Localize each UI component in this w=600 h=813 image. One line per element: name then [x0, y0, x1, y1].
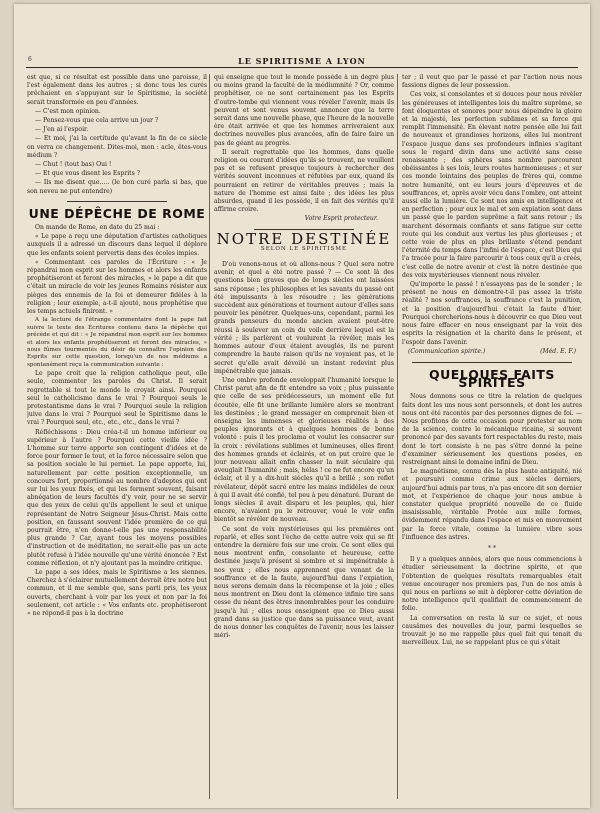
paragraph: A la lecture de l'étrange commentaire dont la pape fait suivre le texte des Écritures contenu dans la dépêche qui précède et qui dit : « Je répandrai mon esprit sur les hommes et alors les enfants prophétiseront et feront des miracles, » nous fûmes tourmentés du désir de connaître l'opinion des Esprits sur cette question, lorsqu'un de nos médiums a spontanément reçu la communication suivante :: [27, 317, 207, 368]
column-divider: [397, 74, 398, 799]
page-header: [14, 4, 590, 68]
column-2: [214, 74, 394, 799]
dialogue-line: — Pensez-vous que cela arrive un jour ?: [35, 117, 159, 125]
signature-medium: (Méd. E. F.): [540, 347, 576, 355]
paragraph: qui enseigne que tout le monde possède à un degré plus ou moins grand la faculté de la médiumnité ? Or, comme prophétiser, ce ne sont certainement pas les Esprits d'outre-tombe qui viennent vous révéler l'avenir, mais ils peuvent et sont venus souvent annoncer que la terre serait dans une nouvelle phase, que l'heure de la nouvelle ère était arrivée et que les hommes arriveraient aux doctrines nouvelles plus avancées, afin de faire faire un pas de géant au progrès.: [214, 74, 394, 147]
paragraph: « Le pape a reçu une députation d'artistes catholiques auxquels il a adressé un discours dans lequel il déplore que les enfants soient pervertis dans des écoles impies.: [27, 233, 207, 257]
dialogue-line: — J'en ai l'espoir.: [35, 126, 89, 134]
column-divider: [209, 74, 210, 799]
dialogue-line: — Et que vous disent les Esprits ?: [35, 170, 140, 178]
paragraph: Le pape a ses idées, mais le Spiritisme a les siennes. Cherchez à s'éclairer mutuellement devrait être notre but commun, et il me semble que, sans parti pris, les yeux ouverts, cherchant à voir par les yeux et non par la foi seulement, cet article : « Vos enfants etc. prophétiseront » ne répond-il pas à la doctrine: [27, 569, 207, 618]
newspaper-page: [14, 4, 590, 808]
paragraph: Ces voix, si consolantes et si douces pour nous révèler les généreuses et intelligentes lois du maître suprême, se font éloquentes et sonores pour nous dépeindre la gloire et la majesté, les perfection sublimes et sa force qui remplit l'immensité. En élevant notre pensée elle lui fait de nouveaux et grandioses horizons, elles lui montrent l'espace jusque dans ses profondeurs infinies s'agitant sous le regard divin dans une activité sans cesse renaissante ; des sphères sans nombre parcourent obéissantes à ses lois, leurs routes harmonieuses ; et sur ces monde lointains des peuples de frères qui, comme notre humanité, ont eu leurs jours d'épreuves et de souffrances, et, après avoir vécu dans l'ombre, ont atteint aussi elle la lumière. Ce sont nos amis en intelligence et en perfection ; pour eux le mal et son expiation sont dans un passé que le pardon suprême a fait sans retour ; ils marchent désormais confiants et sans fatigue sur cette route qui les conduit aux vertus les plus glorieuses ; et cette voie de plus en plus brillante s'étend pendant l'éternité du temps dans l'infini de l'espace, c'est Dieu qui l'a tracée pour la faire parcourir à tous ceux qu'il a créés, c'est celle de notre avenir et c'est là notre destinée que des voix mystérieuses viennent nous révéler.: [402, 91, 582, 279]
separator-stars: * *: [487, 544, 497, 552]
column-1: [27, 74, 207, 799]
paragraph: Qu'importe le passé ! n'essayons pas de le sonder ; le présent ne nous en démontre-t-il pas assez la triste réalité ? nos souffrances, la souffrance c'est la punition, et la position d'aujourd'hui c'était la faute d'hier. Pourquoi chercherions-nous à découvrir ce que Dieu veut nous faire effacer en nous enseignant par la voix des esprits la résignation et la charité dans le présent, et l'espoir dans l'avenir.: [402, 281, 582, 346]
article-subtitle: SELON LE SPIRITISME: [260, 245, 348, 252]
section-rule: [67, 201, 167, 202]
paragraph: Le magnétisme, connu dès la plus haute antiquité, nié et poursuivi comme crime aux siècles derniers, aujourd'hui admis par tous, n'a pas encore dit son dernier mot, et l'expérience de chaque jour nous ambue à constater quelque propriété nouvelle de ce fluide insaisissable, véritable Protée aux mille formes, évidemment répandu dans l'espace et mis en mouvement par la force vitale, comme la lumière vibre sous l'influence des astres.: [402, 468, 582, 541]
section-rule: [412, 362, 572, 363]
paragraph: « Commentant ces paroles de l'Écriture : « Je répandrai mon esprit sur les hommes et alors les enfants prophétiseront et feront des miracles, » le pape a dit que c'était un miracle de voir les jeunes Romains résister aux pièges des ennemis de la foi et demeurer fidèles à la religion ; leur exemple, a-t-il ajouté, nous prophétise que les temps actuels finiront. »: [27, 258, 207, 316]
header-rule: [26, 67, 578, 68]
dialogue-line: — C'est mon opinion.: [35, 107, 101, 115]
article-title: QUELQUES FAITS SPIRITES: [429, 366, 555, 391]
article-title: UNE DÉPÊCHE DE ROME: [28, 205, 206, 221]
paragraph: Il y a quelques années, alors que nous commencions à étudier sérieusement la doctrine spirite, et que l'obtention de quelques résultats remarquables était venue encourager nos premiers pas, l'un de nos amis à qui nous en parlions se mit à déplorer cette déviation de notre intelligence qu'il qualifiait de commencement de folie.: [402, 556, 582, 613]
paragraph: On mande de Rome, en date du 25 mai :: [35, 224, 160, 232]
paragraph: Le pape croit que la religion catholique peut, elle seule, commenter les paroles du Christ. Il serait regrettable si tout le monde le croyait ainsi. Pourquoi seul le catholicisme dans le vrai ? Pourquoi seuls le protestantisme dans le vrai ? Pourquoi seule la religion juive dans le vrai ? Pourquoi seul le Spiritisme dans le vrai ? Pourquoi seul, etc., etc., etc., dans le vrai ?: [27, 370, 207, 427]
paragraph: La conversation en resta là sur ce sujet, et nous causâmes des nouvelles du jour, parmi lesquelles se trouvait je ne me rappelle plus quel fait qui tenait du merveilleux. Lui, ne se rappelant plus ce qui s'était: [402, 614, 582, 647]
paragraph: ter ; il veut que par le passé et par l'action nous nous fassions dignes de leur possession.: [402, 74, 582, 90]
dialogue-line: — Et moi, j'ai la certitude qu'avant la fin de ce siècle on verra ce changement. Dites-moi, mon : acle, êtes-vous médium ?: [27, 135, 207, 159]
column-3: [402, 74, 582, 799]
paragraph: Ce sont de voix mystérieuses qui les premières ont reparlé, et elles sont l'écho de cette autre voix qui se fit entendre la dernière fois sur une croix. Ce sont elles qui nous montrent enfin, consolante et heureuse, cette destinée jusqu'à présent si sombre et si impénétrable à nos yeux ; elles nous apprennent que venant de la souffrance et de la faute, aujourd'hui dans l'expiation, nous serons demain dans la récompense et la joie ; elles nous montrent en Dieu dont la clémence infinie tire sans cesse du néant des êtres innombrables pour les conduire jusqu'à lui ; elles nous enseignent que ce Dieu aussi grand dans sa justice que dans sa puissance veut, avant de nous donner les conquêtes de l'avenir, nous les laisser méri-: [214, 525, 394, 640]
paragraph: Il serait regrettable que les hommes, dans quelle religion ou courant d'idées qu'ils se trouvent, ne veuillent pas et se refusent presque toujours à rechercher des vérités souvent inconnues et réfutées par eux, quand ils pourraient en retirer de véritables preuves ; mais la nature de l'homme est ainsi faite ; des idées les plus absurdes, quand il les possède, il en fait des vérités qu'il affirme croire.: [214, 148, 394, 214]
paragraph: est que, si ce résultat est possible dans une paroisse, il l'est également dans les autres ; si donc tous les curés prêchaient en s'appuyant sur le Spiritisme, la société serait transformée en peu d'années.: [27, 74, 207, 106]
running-title: LE SPIRITISME A LYON: [238, 56, 366, 66]
paragraph: Nous donnons sous ce titre la relation de quelques faits dont les uns nous sont personnels, et dont les autres nous ont été racontés par des personnes dignes de foi. — Nous profitons de cette occasion pour protester au nom de la science, contre le mécanique ricaine, si souvent prononcé par des savants fort respectables du reste, mais dont le tort consiste à ne pas s'être donné la peine d'examiner sérieusement les questions posées, en restreignant ainsi le domaine infini de Dieu.: [402, 393, 582, 466]
article-title: NOTRE DESTINÉE: [216, 229, 392, 248]
paragraph: Une ombre profonde enveloppait l'humanité lorsque le Christ parut afin de fit entendre sa voix ; plus puissante que celle de ses prédécesseurs, un moment elle fut écoutée, elle fit une brillante lumière alors se montrant les destinées ; le grand messager en comprenait bien et enseigna les immenses et glorieuses réalités à des peuples ignorants et à quelques hommes de bonne volonté : puis il les proclama et voulut les consacrer sur la croix : révélations sublimes et lumineuses, elles firent des hommes grands et éclairés, et on put croire que le jour nouveau allait enfin chasser la nuit séculaire qui aveuglait l'humanité ; mais, hélas ! ce ne fut encore qu'un éclair, et il y a dix-huit siècles qu'il a brillé ; son reflet révélateur, dépôt sacré entre les mains indidèles de ceux à qui il avait été confié, tel peu à peu dénaturé. Durant de longs siècles il avait disparu et les peuples, qui, hier encore, n'avaient pu le retrouver, voué le voir enfin bientôt se révéler de nouveau.: [214, 376, 394, 524]
signature: Votre Esprit protecteur.: [304, 215, 378, 223]
paragraph: D'où venons-nous et où allons-nous ? Quel sera notre avenir, et quel a été notre passé ? — Ce sont là des questions bien graves que de longs siècles ont laissées sans réponse ; les philosophes et les savants du passé ont été impuissants à les résoudre ; les générations succèdent aux générations et tournent autour d'elles sans pouvoir les pénétrer. Quelques-uns, cependant, parmi les grands penseurs du monde ancien avaient peut-être réussi à soulever un coin du voile derrière lequel est la vérité ; ils parlèrent et voulurent la révéler, mais les hommes autour d'eux étaient aveuglés, ils ne purent comprendre la haute raison qu'ils ne voyaient pas, et le secret qu'elle avait dévoilé un instant redevint plus impénétrable que jamais.: [214, 261, 394, 375]
paragraph: Réfléchissons : Dieu créa-t-il un homme inférieur ou supérieur à l'autre ? Pourquoi cette vieille idée ? L'homme sur terre apporte son contingent d'idées et de force pour former le tout, et la force nécessaire selon que sa position sociale le lui permet. Le pape apporte, lui, naturellement par cette position exceptionnelle, un concours fort, proportionné au nombre d'adeptes qui ont sur lui les yeux fixés, et qui les ferment souvent, faisant abnégation de leurs facultés d'y voir, pour ne se servir que des yeux de celui qu'ils appellent le seul et unique représentant de Notre Seigneur Jésus-Christ. Mais cette position, en faussant souvent l'idée première de ce qui pourrait être, n'en donne-t-elle pas une responsabilité plus grande ? Car, ayant tous les moyens possibles d'instruction et de méditation, ne serait-elle pas un acte plutôt refusé à l'idée nouvelle qu'une vérité énoncée ? Est comme réflexion, et n'y ajoutant pas la moindre critique.: [27, 428, 207, 567]
dialogue-line: — Chut ! (tout bas) Oui !: [35, 161, 112, 169]
dialogue-line: — Ils me disent que..... (le bon curé parla si bas, que son neveu ne put entendre): [27, 179, 207, 195]
page-number: 6: [28, 56, 32, 63]
signature-line: [402, 348, 582, 356]
signature-source: (Communication spirite.): [408, 347, 486, 355]
